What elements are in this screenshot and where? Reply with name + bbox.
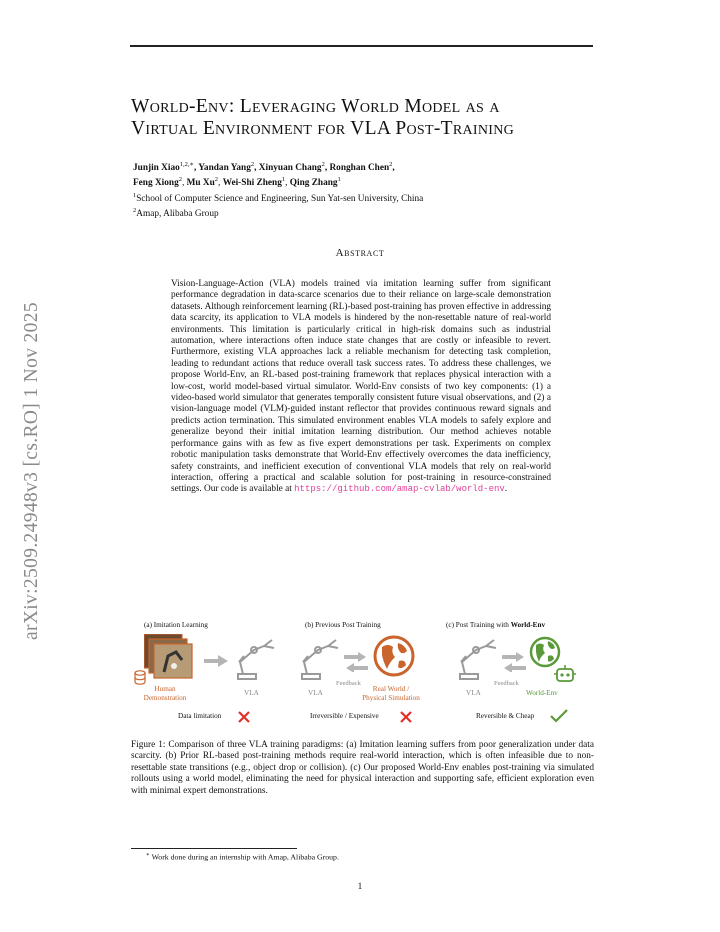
database-icon [134,670,146,686]
author-affiliation-mark: 2 [178,176,182,184]
vla-label-c: VLA [466,689,481,697]
abstract-body: Vision-Language-Action (VLA) models trained via imitation learning suffer from significant performance degradation in data-scarce scenarios due to their reliance on large-scale demonstration datasets. Although reinforcement learning (RL)-based post-training has proven effective in addressing data scarcity, its application to VLA models is hindered by the non-resettable nature of real-world environments. This limitation is particularly critical in high-risk domains such as industrial automation, where interactions often induce state changes that are costly or infeasible to revert. Furthermore, existing VLA approaches lack a reliable mechanism for detecting task completion, leading to redundant actions that reduce overall task success rates. To address these challenges, we propose World-Env, an RL-based post-training framework that replaces physical interaction with a low-cost, world model-based virtual simulator. World-Env consists of two key components: (1) a video-based world simulator that generates temporally consistent future visual observations, and (2) a vision-language model (VLM)-guided instant reflector that provides continuous reward signals and predicts action termination. This simulated environment enables VLA models to safely explore and generalize beyond their initial imitation learning distribution. Our method achieves notable performance gains with as few as five expert demonstrations per task. Experiments on complex robotic manipulation tasks demonstrate that World-Env effectively overcomes the data inefficiency, safety constraints, and inefficient execution of conventional VLA models that rely on real-world interaction, offering a practical and scalable solution for post-training in resource-constrained settings. Our code is available at https://github.com/amap-cvlab/world-env. [171,279,551,495]
abstract-heading: Abstract [335,247,385,259]
feedback-label-c: Feedback [494,680,519,687]
top-rule [130,45,593,47]
footnote-rule [131,848,297,849]
vla-label-b: VLA [308,689,323,697]
demonstration-images-icon [144,634,194,682]
globe-icon [373,635,415,677]
robot-icon [554,664,576,684]
page-number: 1 [357,882,363,892]
robot-arm-icon [234,636,280,682]
author-line-1: Junjin Xiao$^{1,2,∗}$, Yandan Yang$^2$, Xinyuan Chang$^2$, Ronghan Chen$^2$, [133,161,395,174]
check-icon [550,709,568,723]
cross-icon [238,711,250,723]
feedback-label-b: Feedback [336,680,361,687]
exchange-arrows-icon [344,652,368,672]
verdict-b: Irreversible / Expensive [310,712,379,720]
author-name: Mu Xu [186,178,215,189]
author-affiliation-mark: 2 [214,176,219,184]
title-line-2: Virtual Environment for VLA Post-Training [131,118,515,139]
author-name: Qing Zhang [289,178,338,189]
human-demonstration-label: Human Demonstration [143,685,187,702]
arxiv-identifier: arXiv:2509.24948v3 [cs.RO] 1 Nov 2025 [21,302,42,640]
exchange-arrows-icon [502,652,526,672]
verdict-c: Reversible & Cheap [476,712,535,720]
author-name: Ronghan Chen [329,163,390,174]
title-line-1: World-Env: Leveraging World Model as a [131,96,500,117]
verdict-a: Data limitation [178,712,222,720]
panel-a-title: (a) Imitation Learning [144,621,208,629]
affiliation-1: $^1$School of Computer Science and Engineering, Sun Yat-sen University, China [133,191,424,204]
figure-caption: Figure 1: Comparison of three VLA training paradigms: (a) Imitation learning suffers from poor generalization under data scarcity. (b) Prior RL-based post-training methods require real-world interaction, which is often infeasible due to non-resettable state transitions (e.g., object drop or collision). (c) Our proposed World-Env enables post-training via simulated rollouts using a world model, eliminating the need for physical interaction and supporting safe, efficient exploration even with minimal expert demonstrations. [131,740,594,796]
figure-1 [130,618,594,730]
paper-title [131,96,601,140]
vla-label-a: VLA [244,689,259,697]
author-affiliation-mark: 1,2,∗ [179,161,194,168]
panel-b-title: (b) Previous Post Training [305,621,381,629]
author-affiliation-mark: 2 [250,161,255,168]
author-affiliation-mark: 1 [337,176,341,184]
author-name: Yandan Yang [198,163,251,174]
robot-arm-icon [456,636,502,682]
author-name: Xinyuan Chang [258,163,322,174]
author-affiliation-mark: 1 [281,176,286,184]
footnote: ∗ Work done during an internship with Amap, Alibaba Group. [146,852,339,862]
cross-icon [400,711,412,723]
abstract-text: Vision-Language-Action (VLA) models trained via imitation learning suffer from significant performance degradation in data-scarce scenarios due to their reliance on large-scale demonstration datasets. Although reinforcement learning (RL)-based post-training has proven effective in addressing data scarcity, its application to VLA models is hindered by the non-resettable nature of real-world environments. This limitation is particularly critical in high-risk domains such as industrial automation, where interactions often induce state changes that are costly or infeasible to revert. Furthermore, existing VLA approaches lack a reliable mechanism for detecting task completion, leading to redundant actions that reduce overall task success rates. To address these challenges, we propose World-Env, an RL-based post-training framework that replaces physical interaction with a low-cost, world model-based virtual simulator. World-Env consists of two key components: (1) a video-based world simulator that generates temporally consistent future visual observations, and (2) a vision-language model (VLM)-guided instant reflector that provides continuous reward signals and predicts action termination. This simulated environment enables VLA models to safely explore and generalize beyond their initial imitation learning distribution. Our method achieves notable performance gains with as few as five expert demonstrations per task. Experiments on complex robotic manipulation tasks demonstrate that World-Env effectively overcomes the data inefficiency, safety constraints, and inefficient execution of conventional VLA models that rely on real-world interaction, offering a practical and scalable solution for post-training in resource-constrained settings. Our code is available at [171,279,551,495]
author-affiliation-mark: 2 [389,161,393,168]
author-name: Wei-Shi Zheng [222,178,282,189]
arrow-right-icon [204,655,228,667]
author-name: Feng Xiong [133,178,179,189]
code-link[interactable]: https://github.com/amap-cvlab/world-env [294,484,505,495]
world-env-label: World-Env [526,689,558,697]
author-line-2: Feng Xiong$^2$, Mu Xu$^2$, Wei-Shi Zheng$^1$, Qing Zhang$^1$ [133,176,341,189]
author-block [133,159,593,220]
author-name: Junjin Xiao [133,163,180,174]
real-world-label: Real World / Physical Simulation [362,685,420,702]
author-affiliation-mark: 2 [321,161,325,168]
robot-arm-icon [298,636,344,682]
affiliation-2: $^2$Amap, Alibaba Group [133,206,219,219]
panel-c-title: (c) Post Training with World-Env [446,621,546,629]
